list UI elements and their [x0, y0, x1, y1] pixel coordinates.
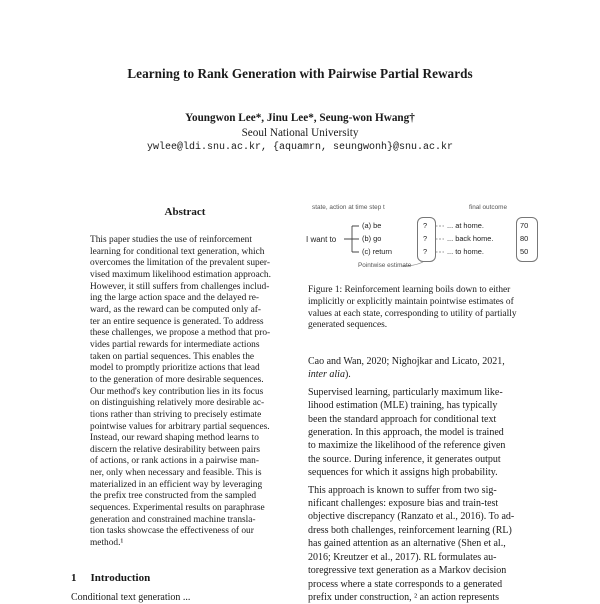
- figure-label-pointwise: Pointwise estimate: [358, 262, 412, 269]
- right-column-line: lihood estimation (MLE) training, has typically: [308, 400, 498, 412]
- abstract-line: method.¹: [90, 538, 124, 549]
- figure-1-caption: [308, 285, 536, 332]
- figure-score-c: 50: [520, 247, 529, 256]
- figure-outcome-a: ... at home.: [447, 221, 484, 230]
- right-column-line: objective discrepancy (Ranzato et al., 2016). To ad-: [308, 511, 515, 523]
- abstract-line: However, it still suffers from challenges includ-: [90, 281, 270, 292]
- figure-label-state-action: state, action at time step t: [312, 204, 385, 211]
- author-list: Youngwon Lee*, Jinu Lee*, Seung-won Hwang†: [185, 112, 415, 124]
- figure-prefix: I want to: [306, 235, 337, 244]
- figure-action-c: (c) return: [362, 247, 392, 256]
- figure-score-a: 70: [520, 221, 529, 230]
- right-column-line: nificant challenges: exposure bias and train-test: [308, 498, 499, 510]
- right-column-line: Cao and Wan, 2020; Nighojkar and Licato, 2021,: [308, 356, 505, 367]
- abstract-line: generation and constrained machine transla-: [90, 514, 256, 525]
- caption-line: values at each state, corresponding to utility of partially: [308, 308, 517, 319]
- abstract-line: materialized in an efficient way by leveraging: [90, 479, 263, 490]
- right-column-line: the source. During inference, it generates output: [308, 453, 501, 465]
- figure-label-final-outcome: final outcome: [469, 204, 508, 211]
- abstract-line: ward, as the reward can be computed only af-: [90, 304, 262, 315]
- abstract-line: ner, only when necessary and feasible. This is: [90, 468, 262, 479]
- abstract-line: these challenges, we propose a method that pro-: [90, 328, 271, 339]
- right-column-line: Supervised learning, particularly maximum like-: [308, 386, 503, 398]
- figure-estimate-c: ?: [423, 247, 428, 256]
- right-column-line: has gained attention as an alternative (Shen et al.,: [308, 538, 506, 550]
- abstract-line: vides partial rewards for intermediate actions: [90, 339, 260, 350]
- section-number: 1: [71, 572, 77, 584]
- right-column-line: process where a state corresponds to a generated: [308, 578, 503, 590]
- right-column-line: toregressive text generation as a Markov decision: [308, 565, 507, 577]
- affiliation: Seoul National University: [241, 127, 359, 139]
- right-column-line: prefix under construction, ² an action represents: [308, 591, 499, 603]
- abstract-line: Instead, our reward shaping method learns to: [90, 433, 259, 444]
- abstract-line: pointwise values for arbitrary partial sequences.: [90, 421, 270, 432]
- abstract-line: tion tasks showcase the effectiveness of our: [90, 526, 254, 537]
- right-column-line: dress both challenges, reinforcement learning (RL): [308, 524, 512, 536]
- abstract-body: [90, 235, 280, 550]
- right-column-line: been the standard approach for conditional text: [308, 413, 497, 425]
- abstract-line: on distinguishing relatively more desirable ac-: [90, 398, 265, 409]
- caption-line: Figure 1: Reinforcement learning boils down to either: [308, 285, 511, 295]
- abstract-line: discern the relative desirability between pairs: [90, 444, 260, 455]
- figure-estimate-a: ?: [423, 221, 428, 230]
- abstract-line: of actions, or rank actions in a pairwise man-: [90, 456, 259, 467]
- abstract-line: ing the large action space and the delayed re-: [90, 293, 260, 304]
- right-column-line: sequences for which it assigns high probability.: [308, 467, 498, 479]
- right-column-line: generation. In this approach, the model is trained: [308, 427, 504, 439]
- abstract-line: taken on partial sequences. This enables the: [90, 351, 255, 362]
- abstract-line: learning for conditional text generation, which: [90, 246, 265, 257]
- abstract-line: vised maximum likelihood estimation approach.: [90, 269, 271, 280]
- caption-line: generated sequences.: [308, 320, 388, 331]
- right-column-line: 2016; Kreutzer et al., 2017). RL formulates au-: [308, 551, 497, 563]
- right-column-line: This approach is known to suffer from two sig-: [308, 484, 497, 496]
- abstract-heading: Abstract: [164, 206, 206, 218]
- intro-first-line: Conditional text generation ...: [71, 592, 191, 603]
- figure-outcome-c: ... to home.: [447, 247, 484, 256]
- author-emails: ywlee@ldi.snu.ac.kr, {aquamrn, seungwonh}@snu.ac.kr: [146, 142, 454, 153]
- abstract-line: overcomes the limitation of the prevalent super-: [90, 258, 270, 269]
- abstract-line: tions rather than striving to precisely estimate: [90, 409, 262, 420]
- section-heading-introduction: [71, 572, 150, 584]
- right-column-line: inter alia).: [308, 369, 351, 381]
- caption-line: implicitly or explicitly maintain pointwise estimates of: [308, 296, 514, 307]
- right-column-body: [308, 355, 536, 604]
- section-title: Introduction: [90, 572, 151, 584]
- abstract-line: the prefix tree constructed from the sampled: [90, 491, 257, 502]
- figure-1-diagram: [306, 204, 538, 272]
- figure-score-b: 80: [520, 234, 529, 243]
- abstract-line: Our method's key contribution lies in its focus: [90, 386, 264, 397]
- abstract-line: ter an entire sequence is generated. To address: [90, 316, 264, 327]
- figure-action-b: (b) go: [362, 234, 382, 243]
- abstract-line: sequences. Experimental results on paraphrase: [90, 503, 265, 514]
- right-column-line: to maximize the likelihood of the reference given: [308, 440, 506, 452]
- abstract-line: This paper studies the use of reinforcement: [90, 235, 252, 245]
- figure-action-a: (a) be: [362, 221, 382, 230]
- abstract-line: model to promptly prioritize actions that lead: [90, 363, 260, 374]
- figure-outcome-b: ... back home.: [447, 234, 494, 243]
- figure-estimate-b: ?: [423, 234, 428, 243]
- paper-title: Learning to Rank Generation with Pairwise Partial Rewards: [127, 66, 473, 81]
- abstract-line: to the generation of more desirable sequences.: [90, 374, 264, 385]
